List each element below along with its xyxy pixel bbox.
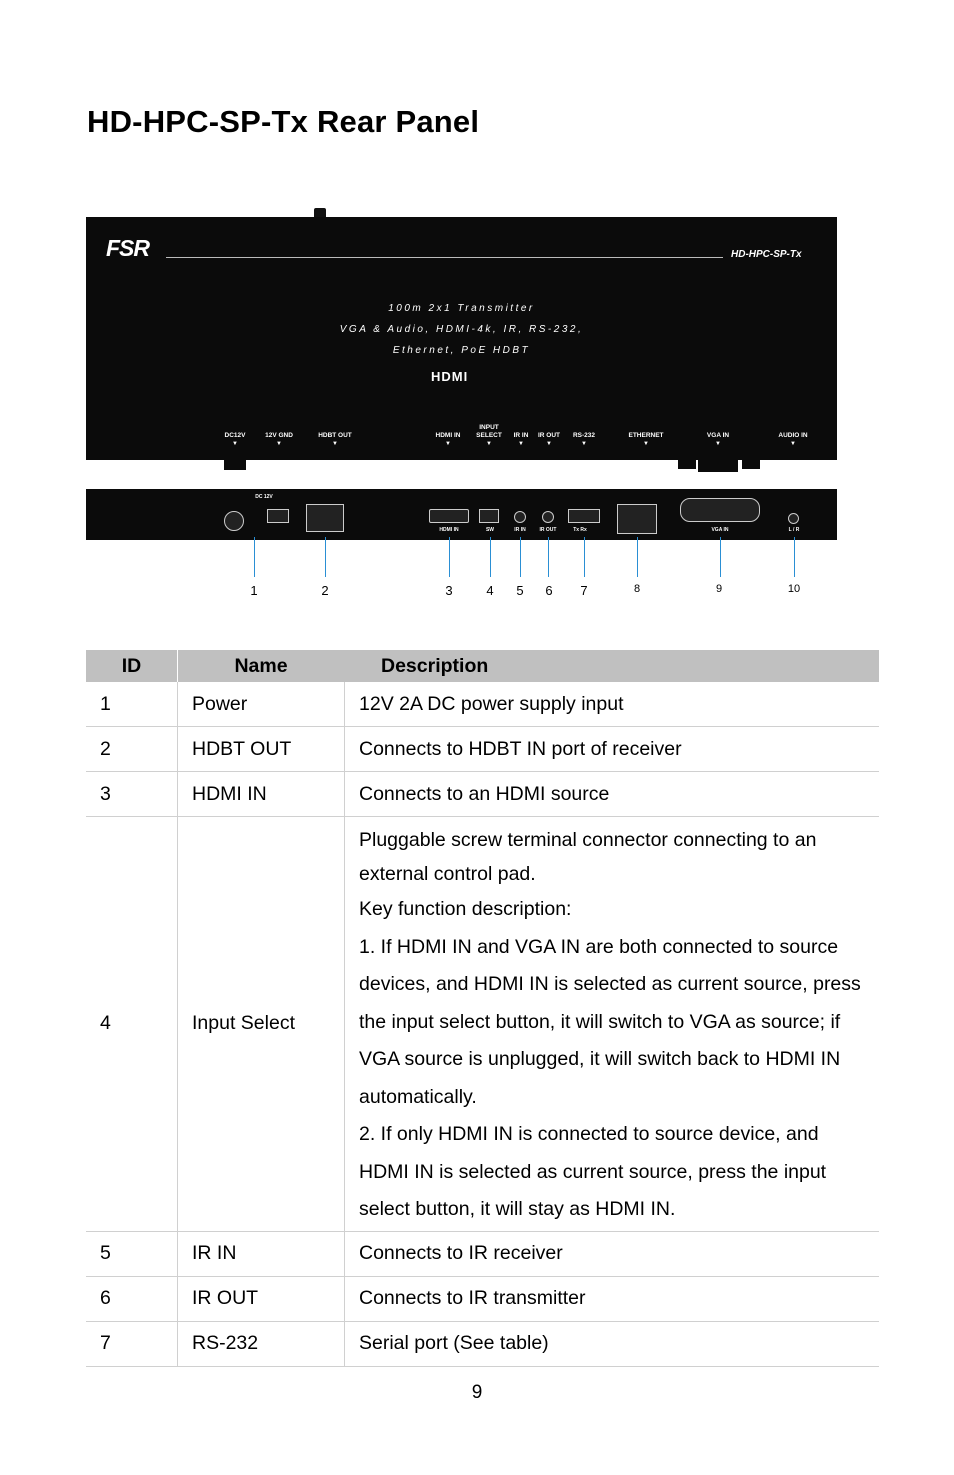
leader-1 bbox=[254, 537, 255, 577]
cell-id: 1 bbox=[86, 682, 178, 727]
cell-id: 6 bbox=[86, 1276, 178, 1321]
desc-paragraph: Key function description: bbox=[359, 898, 572, 920]
front-vga-connector bbox=[698, 459, 738, 472]
desc-line-3: Ethernet, PoE HDBT bbox=[392, 345, 531, 356]
ir-out-jack bbox=[542, 511, 554, 523]
terminal-12v bbox=[267, 509, 289, 523]
terminal-rs232 bbox=[568, 509, 600, 523]
cell-description: Connects to an HDMI source bbox=[345, 772, 880, 817]
ports-table bbox=[86, 650, 879, 1367]
hdbt-port bbox=[306, 504, 344, 532]
front-foot-vga-left bbox=[678, 459, 696, 469]
front-panel-body bbox=[86, 217, 837, 460]
cell-description: Connects to IR transmitter bbox=[345, 1276, 880, 1321]
cell-id: 5 bbox=[86, 1231, 178, 1276]
callout-5: 5 bbox=[516, 583, 524, 598]
front-label-audio-in: AUDIO IN ▼ bbox=[778, 432, 808, 447]
cell-id: 4 bbox=[86, 817, 178, 1232]
cell-name: Power bbox=[178, 682, 345, 727]
cell-description: Connects to HDBT IN port of receiver bbox=[345, 727, 880, 772]
callout-9: 9 bbox=[715, 583, 723, 595]
front-label-input-select: INPUT SELECT ▼ bbox=[476, 424, 502, 447]
front-panel-image bbox=[86, 208, 838, 473]
callout-7: 7 bbox=[580, 583, 588, 598]
header-name: Name bbox=[178, 650, 345, 682]
table-header-row bbox=[86, 650, 879, 682]
desc-paragraph: Pluggable screw terminal connector connecting to an external control pad. bbox=[359, 829, 817, 885]
front-label-rs232: RS-232 ▼ bbox=[572, 432, 596, 447]
cell-description bbox=[345, 817, 880, 1232]
cell-description: Serial port (See table) bbox=[345, 1321, 880, 1366]
cell-name: HDMI IN bbox=[178, 772, 345, 817]
rear-label-sw: SW bbox=[485, 527, 495, 533]
table-row bbox=[86, 1321, 879, 1366]
hdmi-logo: HDMI bbox=[431, 369, 469, 384]
front-foot-vga-right bbox=[742, 459, 760, 469]
cell-name: HDBT OUT bbox=[178, 727, 345, 772]
callout-8: 8 bbox=[633, 583, 641, 595]
table-row bbox=[86, 1276, 879, 1321]
leader-5 bbox=[520, 537, 521, 577]
ethernet-port bbox=[617, 504, 657, 534]
brand-rule bbox=[166, 257, 723, 258]
front-label-vga-in: VGA IN ▼ bbox=[706, 432, 730, 447]
desc-paragraph: 1. If HDMI IN and VGA IN are both connected to source devices, and HDMI IN is selected as current source, press the input select button, it will switch to VGA as source; if VGA source is unplugged, it will switch back to HDMI IN automatically. bbox=[359, 935, 861, 1108]
rear-label-ir-in: IR IN bbox=[514, 527, 526, 533]
desc-paragraph: 2. If only HDMI IN is connected to source device, and HDMI IN is selected as current source, press the input select button, it will stay as HDMI IN. bbox=[359, 1123, 827, 1220]
ir-in-jack bbox=[514, 511, 526, 523]
rear-label-hdmi-in: HDMI IN bbox=[439, 527, 459, 533]
leader-6 bbox=[548, 537, 549, 577]
dc-label: DC 12V bbox=[255, 494, 273, 500]
cell-id: 3 bbox=[86, 772, 178, 817]
leader-2 bbox=[325, 537, 326, 577]
brand-logo: FSR bbox=[106, 235, 149, 261]
callout-10: 10 bbox=[787, 583, 801, 595]
rear-label-vga-in: VGA IN bbox=[711, 527, 729, 533]
hdmi-port bbox=[429, 509, 469, 523]
header-description: Description bbox=[345, 650, 880, 682]
rear-panel-body bbox=[86, 489, 837, 540]
table-row bbox=[86, 1231, 879, 1276]
table-row bbox=[86, 727, 879, 772]
desc-line-1: 100m 2x1 Transmitter bbox=[388, 303, 535, 314]
callout-2: 2 bbox=[321, 583, 329, 598]
table-row bbox=[86, 772, 879, 817]
table-row bbox=[86, 682, 879, 727]
vga-port bbox=[680, 498, 760, 522]
leader-10 bbox=[794, 537, 795, 577]
cell-id: 2 bbox=[86, 727, 178, 772]
page-number: 9 bbox=[471, 1382, 483, 1403]
audio-jack bbox=[788, 513, 799, 524]
page-title: HD-HPC-SP-Tx Rear Panel bbox=[87, 104, 480, 139]
rear-label-lr: L / R bbox=[788, 527, 800, 533]
leader-4 bbox=[490, 537, 491, 577]
front-foot-left bbox=[224, 459, 246, 470]
callout-6: 6 bbox=[545, 583, 553, 598]
rear-label-tx-rx: Tx Rx bbox=[573, 527, 587, 533]
header-id: ID bbox=[86, 650, 178, 682]
desc-line-2: VGA & Audio, HDMI-4k, IR, RS-232, bbox=[339, 324, 584, 335]
power-jack bbox=[224, 511, 244, 531]
front-label-hdbt-out: HDBT OUT ▼ bbox=[318, 432, 352, 447]
model-label: HD-HPC-SP-Tx bbox=[731, 249, 802, 260]
cell-name: IR IN bbox=[178, 1231, 345, 1276]
terminal-sw bbox=[479, 509, 499, 523]
leader-3 bbox=[449, 537, 450, 577]
leader-9 bbox=[720, 537, 721, 577]
cell-name: RS-232 bbox=[178, 1321, 345, 1366]
front-label-hdmi-in: HDMI IN ▼ bbox=[435, 432, 461, 447]
callout-1: 1 bbox=[250, 583, 258, 598]
cell-id: 7 bbox=[86, 1321, 178, 1366]
callout-4: 4 bbox=[486, 583, 494, 598]
front-label-ethernet: ETHERNET ▼ bbox=[628, 432, 664, 447]
callout-3: 3 bbox=[445, 583, 453, 598]
rear-panel-image bbox=[86, 489, 838, 609]
front-label-12v-gnd: 12V GND ▼ bbox=[265, 432, 293, 447]
front-label-ir-out: IR OUT ▼ bbox=[537, 432, 561, 447]
cell-name: IR OUT bbox=[178, 1276, 345, 1321]
cell-name: Input Select bbox=[178, 817, 345, 1232]
front-label-ir-in: IR IN ▼ bbox=[513, 432, 529, 447]
leader-7 bbox=[584, 537, 585, 577]
leader-8 bbox=[637, 537, 638, 577]
cell-description: 12V 2A DC power supply input bbox=[345, 682, 880, 727]
table-row bbox=[86, 817, 879, 1232]
cell-description: Connects to IR receiver bbox=[345, 1231, 880, 1276]
rear-label-ir-out: IR OUT bbox=[539, 527, 557, 533]
front-label-dc12v: DC12V ▼ bbox=[224, 432, 246, 447]
